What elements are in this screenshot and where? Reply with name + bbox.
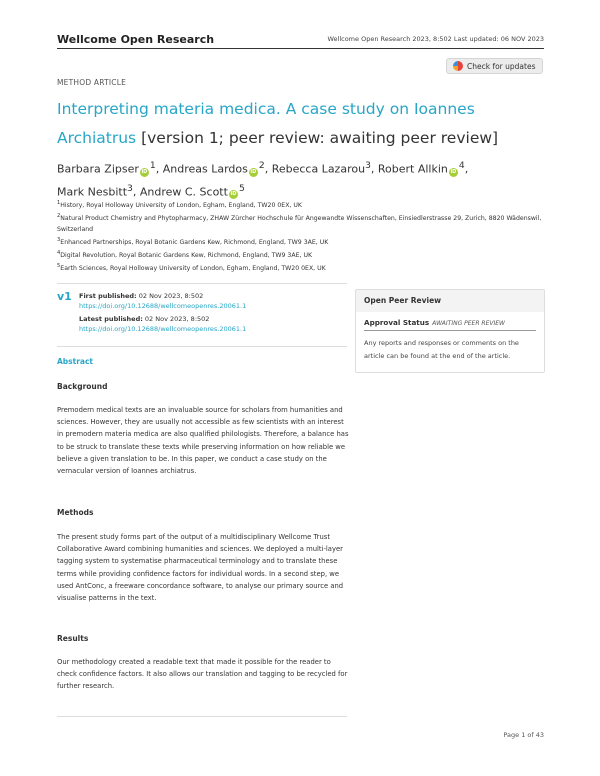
affil-num: 3 xyxy=(57,236,61,243)
affil-num: 1 xyxy=(57,200,61,206)
orcid-icon[interactable]: iD xyxy=(141,168,148,175)
affiliations xyxy=(57,198,547,275)
author-name[interactable]: Andreas Lardos xyxy=(162,162,248,176)
author-name[interactable]: Andrew C. Scott xyxy=(139,185,228,199)
section-divider xyxy=(57,283,347,284)
peer-review-note: Any reports and responses or comments on the article can be found at the end of the article. xyxy=(364,339,519,360)
first-published xyxy=(79,291,339,311)
latest-published-label: Latest published: xyxy=(79,315,143,323)
first-published-date: 02 Nov 2023, 8:502 xyxy=(138,292,204,300)
journal-name: Wellcome Open Research xyxy=(57,33,215,46)
title-version: [version 1; peer review: awaiting peer review] xyxy=(141,129,499,147)
open-peer-review-box xyxy=(355,289,545,373)
section-divider xyxy=(57,346,347,347)
author-separator: , xyxy=(264,162,272,176)
latest-published-doi-link[interactable]: https://doi.org/10.12688/wellcomeopenres.20061.1 xyxy=(79,325,247,333)
approval-status xyxy=(364,318,505,327)
author-affil: 1 xyxy=(149,160,156,171)
affil-text: Enhanced Partnerships, Royal Botanic Gardens Kew, Richmond, England, TW9 3AE, UK xyxy=(60,238,329,246)
author-affil: 2 xyxy=(258,160,265,171)
page-number: Page 1 of 43 xyxy=(503,731,544,739)
affiliation xyxy=(57,198,547,211)
author-separator: , xyxy=(464,162,469,176)
approval-label: Approval Status xyxy=(364,318,430,327)
latest-published xyxy=(79,314,339,334)
background-text: Premodern medical texts are an invaluable source for scholars from humanities and sciences. However, they are usually not accessible as few scientists with an interest in premodern materia medica are also qualified philologists. Therefore, a balance has to be struck to translate these texts while preserving information on how reliable we believe a given translation to be. In this paper, we conduct a case study on the vernacular version of Ioannes archiatrus. xyxy=(57,406,349,476)
author-separator: , xyxy=(132,185,140,199)
methods-text: The present study forms part of the output of a multidisciplinary Wellcome Trust Collaborative Award combining humanities and sciences. We deployed a multi-layer tagging system to systematise pharmaceutical terminology and to translate these terms while providing confidence factors for individual words. In a second step, we used AntConc, a freeware concordance software, to analyse our primary source and visualise patterns in the text. xyxy=(57,533,344,603)
version-label: v1 xyxy=(57,290,72,303)
affil-num: 2 xyxy=(57,213,61,220)
author-name[interactable]: Rebecca Lazarou xyxy=(271,162,366,176)
methods-heading: Methods xyxy=(57,508,94,517)
section-divider xyxy=(57,716,347,717)
results-text: Our methodology created a readable text that made it possible for the reader to check confidence factors. It also allows our translation and tagging to be recycled for further research. xyxy=(57,658,348,691)
affil-text: History, Royal Holloway University of London, Egham, England, TW20 0EX, UK xyxy=(60,202,302,210)
author-affil: 5 xyxy=(238,182,245,194)
first-published-doi-link[interactable]: https://doi.org/10.12688/wellcomeopenres.20061.1 xyxy=(79,302,247,310)
author-name[interactable]: Mark Nesbitt xyxy=(57,185,128,199)
affiliation xyxy=(57,235,547,248)
orcid-icon[interactable]: iD xyxy=(250,168,257,175)
approval-rule xyxy=(364,330,536,331)
author-name[interactable]: Barbara Zipser xyxy=(57,162,139,176)
check-for-updates-label: Check for updates xyxy=(467,61,536,71)
author-list xyxy=(57,156,547,201)
author-affil: 4 xyxy=(458,160,465,171)
orcid-icon[interactable]: iD xyxy=(230,191,237,198)
title-line-1: Interpreting materia medica. A case study on Ioannes xyxy=(57,100,475,118)
affiliation xyxy=(57,211,547,234)
author-separator: , xyxy=(155,162,163,176)
orcid-icon[interactable]: iD xyxy=(450,168,457,175)
author-name[interactable]: Robert Allkin xyxy=(377,162,448,176)
author-affil: 3 xyxy=(127,182,133,194)
header-rule xyxy=(57,48,544,49)
abstract-heading: Abstract xyxy=(57,357,94,366)
article-type: METHOD ARTICLE xyxy=(57,78,127,87)
author-affil: 3 xyxy=(365,160,371,171)
affil-num: 4 xyxy=(57,250,61,256)
affiliation xyxy=(57,248,547,261)
author-separator: , xyxy=(370,162,378,176)
first-published-label: First published: xyxy=(79,292,137,300)
latest-published-date: 02 Nov 2023, 8:502 xyxy=(144,315,210,323)
title-line-2: Archiatrus xyxy=(57,129,137,147)
article-title xyxy=(57,95,547,153)
affiliation xyxy=(57,261,547,274)
affil-text: Natural Product Chemistry and Phytopharmacy, ZHAW Zürcher Hochschule für Angewandte Wissenschaften, Einsiedlerstrasse 29, Zurich, 8820 Wädenswil, Switzerland xyxy=(57,215,542,233)
open-peer-review-title: Open Peer Review xyxy=(356,290,544,312)
affil-num: 5 xyxy=(57,263,61,270)
citation-meta: Wellcome Open Research 2023, 8:502 Last updated: 06 NOV 2023 xyxy=(327,35,544,43)
approval-value: AWAITING PEER REVIEW xyxy=(432,320,505,327)
background-heading: Background xyxy=(57,382,108,391)
crossmark-icon xyxy=(453,61,463,71)
check-for-updates-button[interactable] xyxy=(446,58,543,74)
affil-text: Digital Revolution, Royal Botanic Gardens Kew, Richmond, England, TW9 3AE, UK xyxy=(60,252,313,260)
affil-text: Earth Sciences, Royal Holloway University of London, Egham, England, TW20 0EX, UK xyxy=(60,265,326,273)
results-heading: Results xyxy=(57,634,89,643)
